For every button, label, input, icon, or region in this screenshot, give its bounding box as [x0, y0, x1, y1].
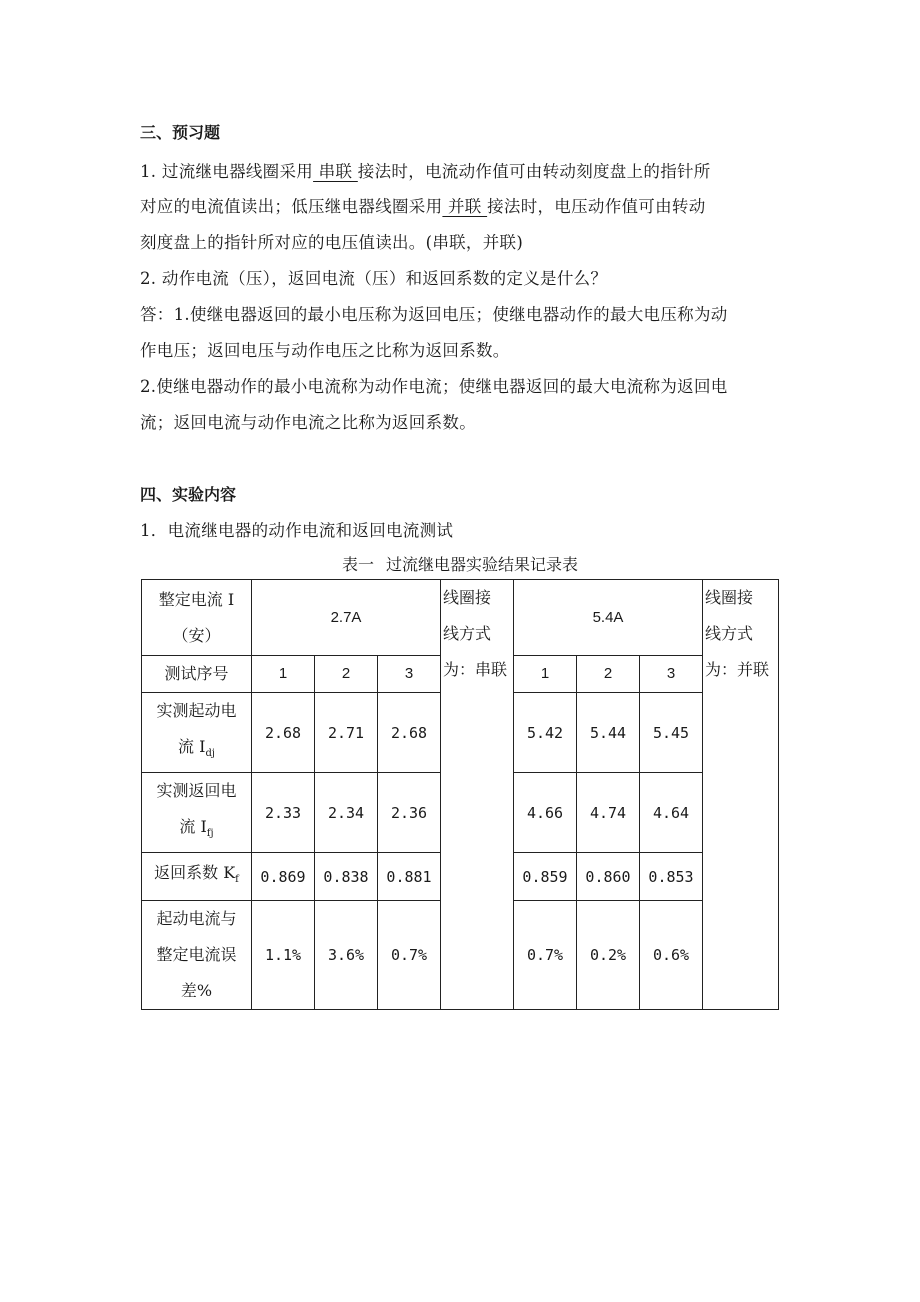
wiring-b-cell: 线圈接 线方式 为：并联: [703, 580, 779, 1010]
section4-heading: 四、实验内容: [140, 485, 237, 504]
answer1-line1: 答：1.使继电器返回的最小电压称为返回电压；使继电器动作的最大电压称为动: [140, 305, 728, 324]
setting-label-cell: 整定电流 I （安）: [142, 580, 252, 656]
table-row-return: 实测返回电 流 $I_{fj}$ 2.33 2.34 2.36 4.66 4.74 4.64: [142, 773, 779, 853]
answer2-line1: 2.使继电器动作的最小电流称为动作电流；使继电器返回的最大电流称为返回电: [140, 377, 728, 396]
table-row-pickup: 实测起动电 流 $I_{dj}$ 2.68 2.71 2.68 5.42 5.44 5.45: [142, 693, 779, 773]
error-label: 起动电流与 整定电流误 差%: [142, 901, 252, 1010]
table-caption: 表一 过流继电器实验结果记录表: [341, 555, 579, 574]
setting-b-cell: 5.4A: [514, 580, 703, 656]
table-row-error: 起动电流与 整定电流误 差% 1.1% 3.6% 0.7% 0.7% 0.2% 0.6%: [142, 901, 779, 1010]
return-label: 实测返回电 流 $I_{fj}$: [142, 773, 252, 853]
item1-title: 1．电流继电器的动作电流和返回电流测试: [140, 521, 454, 540]
q1-fill-series: 串联: [313, 162, 358, 181]
table-row-test-no: 测试序号 1 2 3 1 2 3: [142, 656, 779, 693]
q1-fill-parallel: 并联: [442, 197, 488, 216]
pickup-label: 实测起动电 流 $I_{dj}$: [142, 693, 252, 773]
setting-a-cell: 2.7A: [252, 580, 441, 656]
q1-line3: 刻度盘上的指针所对应的电压值读出。(串联，并联): [140, 233, 524, 252]
kf-label: 返回系数 $K_f$: [142, 853, 252, 901]
table-row-setting: [142, 580, 779, 656]
table-row-kf: 返回系数 $K_f$ 0.869 0.838 0.881 0.859 0.860 0.853: [142, 853, 779, 901]
q1-line2: 对应的电流值读出；低压继电器线圈采用 并联 接法时，电压动作值可由转动: [140, 197, 706, 216]
results-table: [141, 579, 779, 1010]
answer1-line2: 作电压；返回电压与动作电压之比称为返回系数。: [140, 341, 510, 360]
answer2-line2: 流；返回电流与动作电流之比称为返回系数。: [140, 413, 476, 432]
q2-line: 2. 动作电流（压），返回电流（压）和返回系数的定义是什么？: [140, 269, 608, 288]
wiring-a-cell: 线圈接 线方式 为：串联: [441, 580, 514, 1010]
q1-line1: 1. 过流继电器线圈采用 串联 接法时，电流动作值可由转动刻度盘上的指针所: [140, 162, 711, 181]
test-no-label: 测试序号: [142, 656, 252, 693]
section3-heading: 三、预习题: [140, 123, 221, 142]
